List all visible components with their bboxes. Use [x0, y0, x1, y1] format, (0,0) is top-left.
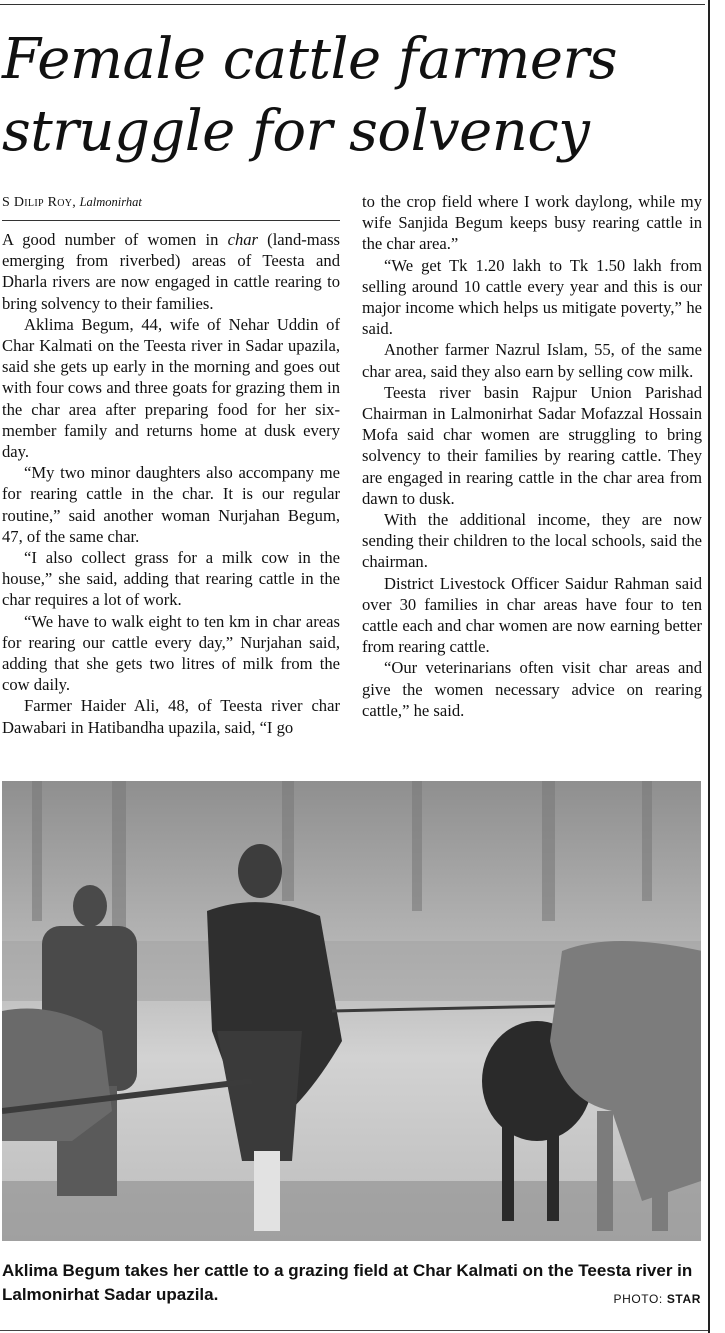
headline-line-2: struggle for solvency	[2, 99, 590, 164]
paragraph-2: Aklima Begum, 44, wife of Nehar Uddin of Char Kalmati on the Teesta river in Sadar upazila, said she gets up early in the morning and goes out with four cows and three goats for grazing them in the char area after preparing food for her six-member family and returns home at dusk every day.	[2, 314, 340, 462]
paragraph-6: Farmer Haider Ali, 48, of Teesta river char Dawabari in Hatibandha upazila, said, “I go	[2, 696, 340, 737]
article-column-left	[2, 192, 340, 738]
paragraph-1-italic-term: char	[227, 230, 258, 249]
article-photo	[2, 781, 701, 1241]
byline-author: S Dilip Roy,	[2, 195, 77, 210]
paragraph-1	[2, 229, 340, 314]
paragraph-6-continued: to the crop field where I work daylong, while my wife Sanjida Begum keeps busy rearing cattle in the char area.”	[362, 192, 702, 254]
paragraph-9: Teesta river basin Rajpur Union Parishad Chairman in Lalmonirhat Sadar Mofazzal Hossain Mofa said char women are struggling to bring solvency to their families by rearing cattle. They are engaged in rearing cattle in the char area from dawn to dusk.	[362, 382, 702, 508]
paragraph-1-text-b: (land-mass emerging from riverbed) areas of Teesta and Dharla rivers are now engaged in cattle rearing to bring solvency to their families.	[2, 230, 340, 313]
paragraph-8: Another farmer Nazrul Islam, 55, of the same char area, said they also earn by selling cow milk.	[362, 340, 702, 381]
paragraph-7: “We get Tk 1.20 lakh to Tk 1.50 lakh from selling around 10 cattle every year and this is our major income which helps us mitigate poverty,” he said.	[362, 255, 702, 339]
bottom-rule	[0, 1330, 708, 1331]
article-column-right	[362, 191, 702, 721]
page-edge-rule	[708, 0, 710, 1333]
photo-credit	[613, 1292, 701, 1306]
headline-line-1: Female cattle farmers	[2, 27, 618, 92]
paragraph-11: District Livestock Officer Saidur Rahman said over 30 families in char areas have four to ten cattle each and char women are now earning better from rearing cattle.	[362, 573, 702, 657]
photo-credit-label: PHOTO:	[613, 1292, 663, 1306]
paragraph-5: “We have to walk eight to ten km in char areas for rearing our cattle every day,” Nurjahan said, adding that she gets two litres of milk from the cow daily.	[2, 611, 340, 695]
paragraph-1-text-a: A good number of women in	[2, 230, 228, 249]
photo-credit-name: STAR	[666, 1292, 701, 1306]
byline-location: Lalmonirhat	[79, 195, 142, 209]
top-rule	[0, 4, 705, 5]
photo-illustration	[2, 781, 701, 1241]
photo-caption: Aklima Begum takes her cattle to a grazing field at Char Kalmati on the Teesta river in Lalmonirhat Sadar upazila.	[2, 1261, 693, 1304]
headline	[2, 24, 702, 168]
paragraph-12: “Our veterinarians often visit char areas and give the women necessary advice on rearing cattle,” he said.	[362, 658, 702, 720]
paragraph-10: With the additional income, they are now sending their children to the local schools, said the chairman.	[362, 510, 702, 572]
paragraph-3: “My two minor daughters also accompany me for rearing cattle in the char. It is our regular routine,” said another woman Nurjahan Begum, 47, of the same char.	[2, 463, 340, 546]
photo-calf-left	[2, 1009, 112, 1142]
byline	[2, 192, 340, 221]
paragraph-4: “I also collect grass for a milk cow in the house,” she said, adding that rearing cattle in the char requires a lot of work.	[2, 548, 340, 610]
